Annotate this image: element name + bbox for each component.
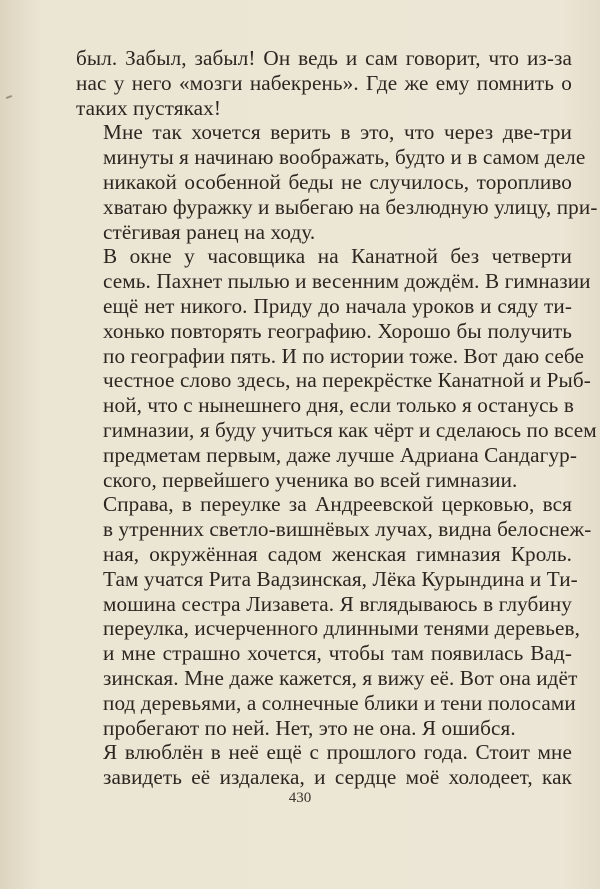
paragraph	[76, 244, 597, 492]
text-line: мошина сестра Лизавета. Я вглядываюсь в глубину	[103, 591, 572, 616]
paragraph	[76, 46, 572, 120]
text-line: по географии пять. И по истории тоже. Вот даю себе	[103, 343, 585, 368]
text-line: ещё нет никого. Приду до начала уроков и сяду ти-	[103, 293, 572, 318]
text-line: в утренних светло-вишнёвых лучах, видна белоснеж-	[103, 517, 592, 542]
text-line: таких пустяках!	[76, 95, 222, 120]
text-line: хонько повторять географию. Хорошо бы получить	[103, 318, 572, 343]
text-line: честное слово здесь, на перекрёстке Канатной и Рыб-	[103, 368, 591, 393]
body-text	[76, 46, 598, 790]
text-line: В окне у часовщика на Канатной без четверти	[103, 244, 572, 269]
text-line: ная, окружённая садом женская гимназия Кроль.	[103, 541, 572, 566]
text-line: под деревьями, а солнечные блики и тени полосами	[103, 690, 576, 715]
text-line: завидеть её издалека, и сердце моё холодеет, как	[103, 765, 572, 790]
page-number: 430	[288, 790, 312, 806]
text-line: был. Забыл, забыл! Он ведь и сам говорит, что из-за	[76, 46, 572, 70]
text-line: ского, первейшего ученика во всей гимназии.	[103, 467, 518, 492]
text-line: стёгивая ранец на ходу.	[103, 219, 316, 244]
text-line: предметам первым, даже лучше Адриана Сандагур-	[103, 442, 577, 467]
text-line: гимназии, я буду учиться как чёрт и сделаюсь по всем	[103, 417, 597, 442]
text-line: никакой особенной беды не случилось, торопливо	[103, 169, 572, 194]
text-line: Мне так хочется верить в это, что через две-три	[103, 120, 572, 145]
text-line: Там учатся Рита Вадзинская, Лёка Курындина и Ти-	[103, 566, 578, 591]
text-line: переулка, исчерченного длинными тенями деревьев,	[103, 616, 581, 641]
text-line: пробегают по ней. Нет, это не она. Я ошибся.	[103, 715, 516, 740]
text-line: Справа, в переулке за Андреевской церковью, вся	[103, 492, 572, 517]
text-line: и мне страшно хочется, чтобы там появилась Вад-	[103, 641, 572, 666]
text-line: ной, что с нынешнего дня, если только я останусь в	[103, 393, 574, 418]
margin-mark	[6, 95, 12, 99]
text-line: нас у него «мозги набекрень». Где же ему помнить о	[76, 70, 572, 95]
paragraph	[76, 740, 572, 790]
text-line: минуты я начинаю воображать, будто и в самом деле	[103, 145, 586, 170]
text-line: зинская. Мне даже кажется, я вижу её. Вот она идёт	[103, 665, 578, 690]
paragraph	[76, 120, 598, 244]
text-line: семь. Пахнет пылью и весенним дождём. В гимназии	[103, 269, 591, 294]
text-line: хватаю фуражку и выбегаю на безлюдную улицу, при-	[103, 194, 598, 219]
paragraph	[76, 492, 592, 740]
text-line: Я влюблён в неё ещё с прошлого года. Стоит мне	[103, 740, 572, 765]
